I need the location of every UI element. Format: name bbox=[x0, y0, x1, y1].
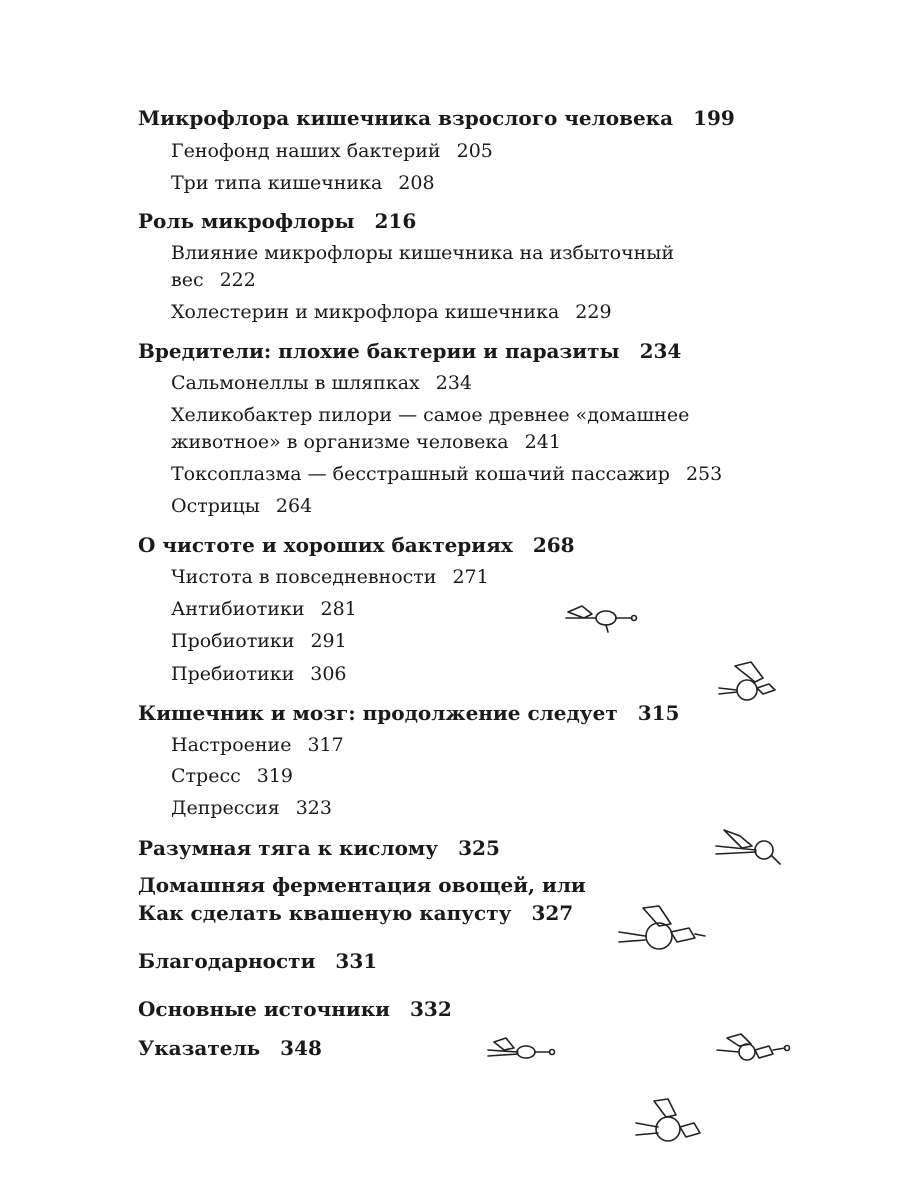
toc-section[interactable] bbox=[171, 600, 357, 619]
toc-section[interactable] bbox=[171, 174, 435, 193]
toc-page-number: 268 bbox=[532, 533, 575, 557]
toc-section-title: Хеликобактер пилори — самое древнее «домашнее bbox=[171, 404, 690, 426]
toc-section[interactable] bbox=[171, 497, 312, 516]
toc-section-title: вес bbox=[171, 269, 204, 291]
toc-section-title: Влияние микрофлоры кишечника на избыточный bbox=[171, 242, 675, 264]
flying-bacteria-sketch-icon bbox=[632, 1095, 704, 1151]
toc-page-number: 216 bbox=[374, 209, 417, 233]
toc-chapter[interactable] bbox=[138, 535, 575, 555]
toc-page-number: 291 bbox=[310, 630, 347, 652]
toc-page-number: 315 bbox=[637, 701, 680, 725]
toc-section-title: животное» в организме человека bbox=[171, 431, 509, 453]
toc-chapter-title: Благодарности bbox=[138, 949, 316, 973]
flying-bacteria-sketch-icon bbox=[713, 1030, 791, 1066]
toc-page-number: 325 bbox=[458, 836, 500, 860]
toc-page-number: 348 bbox=[280, 1036, 322, 1060]
toc-chapter-title: Основные источники bbox=[138, 997, 390, 1021]
toc-section[interactable] bbox=[171, 465, 722, 484]
toc-chapter-title: Домашняя ферментация овощей, или bbox=[138, 873, 586, 897]
toc-page-number: 222 bbox=[219, 269, 256, 291]
toc-section-title: Антибиотики bbox=[171, 598, 305, 620]
toc-chapter[interactable] bbox=[138, 211, 416, 231]
toc-chapter-title: Разумная тяга к кислому bbox=[138, 836, 439, 860]
toc-section[interactable] bbox=[171, 665, 347, 684]
flying-bacteria-sketch-icon bbox=[615, 902, 707, 954]
toc-section[interactable] bbox=[171, 799, 332, 818]
toc-chapter[interactable] bbox=[138, 703, 679, 723]
toc-page-number: 264 bbox=[275, 495, 313, 517]
toc-section-title: Сальмонеллы в шляпках bbox=[171, 372, 420, 394]
toc-chapter-title: Кишечник и мозг: продолжение следует bbox=[138, 701, 618, 725]
toc-section[interactable] bbox=[171, 303, 612, 322]
toc-chapter-title: Роль микрофлоры bbox=[138, 209, 355, 233]
toc-page-number: 199 bbox=[693, 106, 735, 130]
toc-section[interactable] bbox=[171, 767, 293, 786]
flying-bacteria-sketch-icon bbox=[715, 658, 785, 708]
toc-section-title: Токсоплазма — бесстрашный кошачий пассажир bbox=[171, 463, 670, 485]
toc-section[interactable] bbox=[171, 736, 344, 755]
toc-chapter-line[interactable] bbox=[138, 903, 573, 923]
flying-bacteria-sketch-icon bbox=[562, 598, 642, 638]
toc-page-number: 327 bbox=[531, 901, 574, 925]
toc-section[interactable] bbox=[171, 374, 472, 393]
toc-chapter-title: Указатель bbox=[138, 1036, 261, 1060]
toc-section[interactable] bbox=[171, 632, 347, 651]
toc-page-number: 234 bbox=[435, 372, 473, 394]
toc-page-number: 331 bbox=[335, 949, 378, 973]
flying-bacteria-sketch-icon bbox=[486, 1034, 558, 1068]
toc-page-number: 271 bbox=[452, 566, 489, 588]
toc-chapter-title: О чистоте и хороших бактериях bbox=[138, 533, 513, 557]
toc-page-number: 319 bbox=[256, 765, 294, 787]
toc-section-title: Три типа кишечника bbox=[171, 172, 383, 194]
toc-page-number: 281 bbox=[320, 598, 357, 620]
toc-page-number: 317 bbox=[307, 734, 344, 756]
toc-chapter[interactable] bbox=[138, 951, 377, 971]
toc-page-number: 208 bbox=[398, 172, 435, 194]
toc-page-number: 332 bbox=[409, 997, 452, 1021]
toc-section-title: Генофонд наших бактерий bbox=[171, 140, 441, 162]
toc-page-number: 205 bbox=[456, 140, 493, 162]
toc-section-title: Стресс bbox=[171, 765, 241, 787]
toc-page-number: 234 bbox=[639, 339, 682, 363]
toc-section-line[interactable] bbox=[171, 271, 256, 290]
toc-chapter-title: Как сделать квашеную капусту bbox=[138, 901, 512, 925]
toc-section-title: Пребиотики bbox=[171, 663, 295, 685]
toc-section-title: Острицы bbox=[171, 495, 260, 517]
toc-section[interactable] bbox=[171, 568, 489, 587]
toc-page-number: 323 bbox=[295, 797, 332, 819]
toc-chapter-title: Микрофлора кишечника взрослого человека bbox=[138, 106, 674, 130]
toc-chapter[interactable] bbox=[138, 1038, 322, 1058]
toc-page-number: 253 bbox=[685, 463, 723, 485]
toc-chapter-title: Вредители: плохие бактерии и паразиты bbox=[138, 339, 620, 363]
toc-section-line[interactable] bbox=[171, 433, 561, 452]
toc-page-number: 241 bbox=[524, 431, 561, 453]
toc-page-number: 229 bbox=[575, 301, 612, 323]
toc-section-title: Чистота в повседневности bbox=[171, 566, 437, 588]
toc-chapter[interactable] bbox=[138, 999, 452, 1019]
toc-chapter-line[interactable] bbox=[138, 875, 586, 895]
toc-section-title: Настроение bbox=[171, 734, 292, 756]
toc-section[interactable] bbox=[171, 142, 493, 161]
toc-page-number: 306 bbox=[310, 663, 347, 685]
toc-chapter[interactable] bbox=[138, 341, 681, 361]
toc-section-line[interactable] bbox=[171, 244, 674, 263]
toc-section-title: Пробиотики bbox=[171, 630, 295, 652]
toc-section-title: Холестерин и микрофлора кишечника bbox=[171, 301, 560, 323]
toc-section-title: Депрессия bbox=[171, 797, 280, 819]
flying-bacteria-sketch-icon bbox=[712, 826, 784, 872]
toc-section-line[interactable] bbox=[171, 406, 689, 425]
toc-chapter[interactable] bbox=[138, 108, 735, 128]
toc-chapter[interactable] bbox=[138, 838, 500, 858]
